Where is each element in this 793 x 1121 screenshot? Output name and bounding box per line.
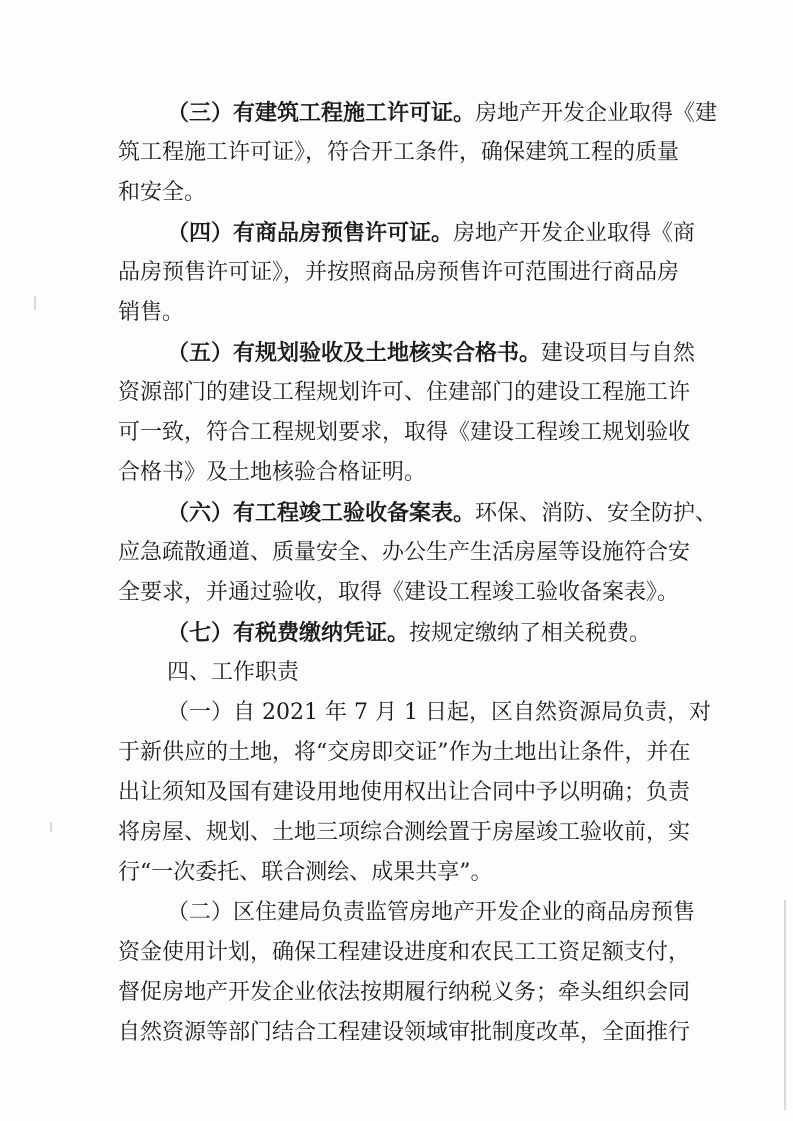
para-6-line-3: 全要求，并通过验收，取得《建设工程竣工验收备案表》。: [118, 580, 680, 605]
para-5-line-3: 可一致，符合工程规划要求，取得《建设工程竣工规划验收: [118, 420, 691, 445]
duty-2-line-3: 督促房地产开发企业依法按期履行纳税义务；牵头组织会同: [118, 980, 691, 1005]
para-5-text: 建设项目与自然: [541, 341, 696, 366]
para-5-line-2: 资源部门的建设工程规划许可、住建部门的建设工程施工许: [118, 380, 691, 405]
para-3-line-1: [118, 93, 718, 133]
duty-1-line-1: （一）自 2021 年 7 月 1 日起，区自然资源局负责，对: [167, 700, 711, 725]
para-3-line-3: 和安全。: [118, 180, 207, 205]
para-4-text: 房地产开发企业取得《商: [453, 221, 696, 246]
para-6-line-1: [118, 493, 718, 533]
duty-2-line-1: （二）区住建局负责监管房地产开发企业的商品房预售: [167, 900, 696, 925]
document-body: [118, 93, 718, 1053]
para-3-line-2: 筑工程施工许可证》，符合开工条件，确保建筑工程的质量: [118, 140, 680, 165]
para-4-line-1: [118, 213, 696, 253]
scan-mark-right: [784, 900, 786, 1110]
para-7-title: （七）有税费缴纳凭证。: [167, 620, 410, 646]
section-4-heading: 四、工作职责: [167, 660, 300, 685]
para-5-line-4: 合格书》及土地核验合格证明。: [118, 460, 427, 485]
duty-1-line-3: 出让须知及国有建设用地使用权出让合同中予以明确；负责: [118, 780, 691, 805]
para-6-line-2: 应急疏散通道、质量安全、办公生产生活房屋等设施符合安: [118, 540, 691, 565]
para-3-title: （三）有建筑工程施工许可证。: [167, 100, 476, 126]
duty-1-line-5: 行“一次委托、联合测绘、成果共享”。: [118, 860, 493, 885]
scan-mark-left-2: [50, 822, 52, 832]
para-5-line-1: [118, 333, 696, 373]
duty-1-line-4: 将房屋、规划、土地三项综合测绘置于房屋竣工验收前，实: [118, 820, 691, 845]
para-4-line-3: 销售。: [118, 300, 185, 325]
duty-2-line-4: 自然资源等部门结合工程建设领域审批制度改革，全面推行: [118, 1020, 691, 1045]
duty-1-line-2: 于新供应的土地，将“交房即交证”作为土地出让条件，并在: [118, 740, 691, 765]
para-3-text: 房地产开发企业取得《建: [475, 101, 718, 126]
duty-2-line-2: 资金使用计划，确保工程建设进度和农民工工资足额支付，: [118, 940, 691, 965]
para-6-text: 环保、消防、安全防护、: [475, 501, 718, 526]
para-7-line-1: [118, 613, 678, 653]
para-5-title: （五）有规划验收及土地核实合格书。: [167, 340, 542, 366]
scan-mark-left-1: [34, 296, 36, 310]
para-6-title: （六）有工程竣工验收备案表。: [167, 500, 476, 526]
para-4-line-2: 品房预售许可证》，并按照商品房预售许可范围进行商品房: [118, 260, 680, 285]
para-7-text: 按规定缴纳了相关税费。: [409, 621, 652, 646]
para-4-title: （四）有商品房预售许可证。: [167, 220, 454, 246]
